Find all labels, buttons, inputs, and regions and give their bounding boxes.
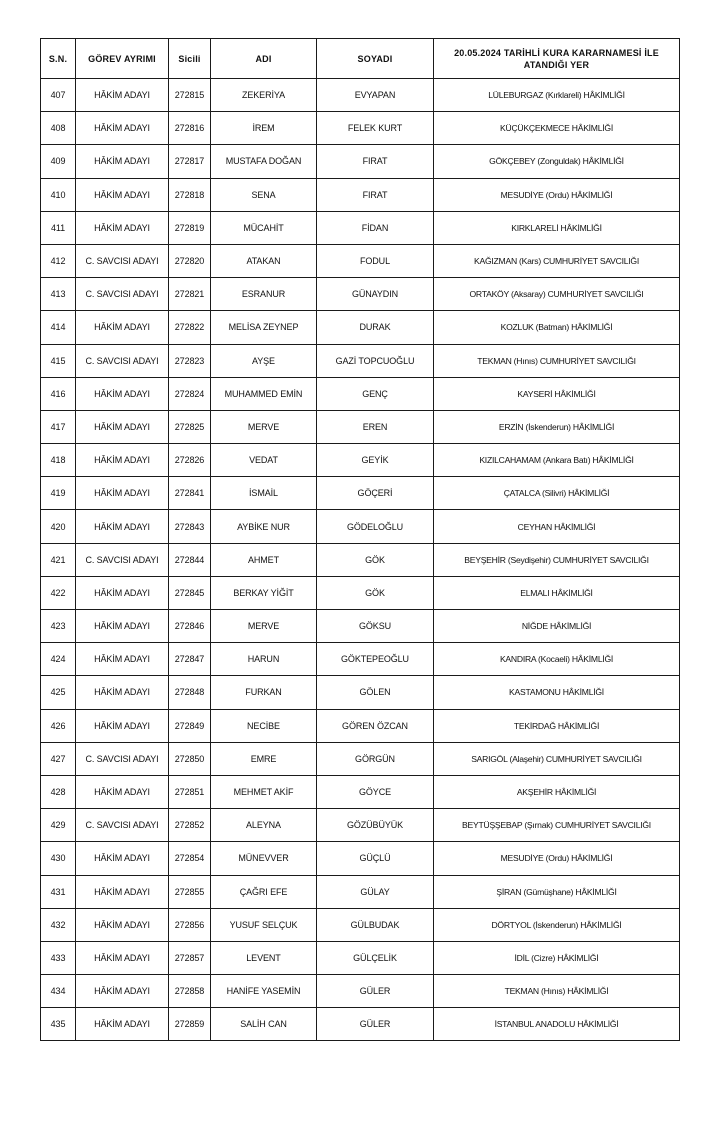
cell-gorev-ayrimi: HÂKİM ADAYI bbox=[76, 1008, 169, 1041]
cell-soyadi: GÖK bbox=[317, 543, 434, 576]
table-row bbox=[41, 610, 680, 643]
cell-sicili: 272824 bbox=[169, 377, 211, 410]
table-row bbox=[41, 975, 680, 1008]
cell-adi: VEDAT bbox=[211, 444, 317, 477]
cell-adi: MUHAMMED EMİN bbox=[211, 377, 317, 410]
table-row bbox=[41, 444, 680, 477]
cell-sicili: 272851 bbox=[169, 775, 211, 808]
cell-adi: SENA bbox=[211, 178, 317, 211]
cell-soyadi: GÖKSU bbox=[317, 610, 434, 643]
cell-sn: 411 bbox=[41, 211, 76, 244]
cell-sn: 423 bbox=[41, 610, 76, 643]
cell-soyadi: GENÇ bbox=[317, 377, 434, 410]
cell-soyadi: GÖKTEPEOĞLU bbox=[317, 643, 434, 676]
cell-sicili: 272857 bbox=[169, 941, 211, 974]
cell-soyadi: GÜÇLÜ bbox=[317, 842, 434, 875]
cell-gorev-ayrimi: HÂKİM ADAYI bbox=[76, 842, 169, 875]
cell-adi: AYŞE bbox=[211, 344, 317, 377]
table-row bbox=[41, 344, 680, 377]
cell-sn: 408 bbox=[41, 112, 76, 145]
cell-sn: 421 bbox=[41, 543, 76, 576]
cell-sicili: 272826 bbox=[169, 444, 211, 477]
cell-atandigi-yer: LÜLEBURGAZ (Kırklareli) HÂKİMLİĞİ bbox=[434, 79, 680, 112]
table-row bbox=[41, 809, 680, 842]
table-row bbox=[41, 278, 680, 311]
cell-atandigi-yer: KANDIRA (Kocaeli) HÂKİMLİĞİ bbox=[434, 643, 680, 676]
cell-gorev-ayrimi: HÂKİM ADAYI bbox=[76, 908, 169, 941]
header-sicili: Sicili bbox=[169, 39, 211, 79]
cell-atandigi-yer: ELMALI HÂKİMLİĞİ bbox=[434, 576, 680, 609]
cell-sn: 407 bbox=[41, 79, 76, 112]
header-sn: S.N. bbox=[41, 39, 76, 79]
cell-atandigi-yer: ÇATALCA (Silivri) HÂKİMLİĞİ bbox=[434, 477, 680, 510]
cell-sicili: 272818 bbox=[169, 178, 211, 211]
cell-gorev-ayrimi: HÂKİM ADAYI bbox=[76, 145, 169, 178]
table-row bbox=[41, 510, 680, 543]
table-row bbox=[41, 842, 680, 875]
cell-adi: HANİFE YASEMİN bbox=[211, 975, 317, 1008]
cell-atandigi-yer: KOZLUK (Batman) HÂKİMLİĞİ bbox=[434, 311, 680, 344]
cell-soyadi: FIRAT bbox=[317, 145, 434, 178]
cell-sicili: 272856 bbox=[169, 908, 211, 941]
cell-adi: ALEYNA bbox=[211, 809, 317, 842]
cell-adi: AHMET bbox=[211, 543, 317, 576]
cell-atandigi-yer: BEYŞEHİR (Seydişehir) CUMHURİYET SAVCILIĞI bbox=[434, 543, 680, 576]
cell-soyadi: GÜLÇELİK bbox=[317, 941, 434, 974]
cell-gorev-ayrimi: HÂKİM ADAYI bbox=[76, 377, 169, 410]
cell-soyadi: GÖREN ÖZCAN bbox=[317, 709, 434, 742]
cell-soyadi: FODUL bbox=[317, 244, 434, 277]
cell-soyadi: FIRAT bbox=[317, 178, 434, 211]
cell-sn: 427 bbox=[41, 742, 76, 775]
cell-sn: 433 bbox=[41, 941, 76, 974]
cell-sicili: 272844 bbox=[169, 543, 211, 576]
cell-sicili: 272820 bbox=[169, 244, 211, 277]
cell-adi: MEHMET AKİF bbox=[211, 775, 317, 808]
table-row bbox=[41, 377, 680, 410]
cell-soyadi: GÖDELOĞLU bbox=[317, 510, 434, 543]
cell-adi: İSMAİL bbox=[211, 477, 317, 510]
cell-soyadi: FİDAN bbox=[317, 211, 434, 244]
table-row bbox=[41, 941, 680, 974]
cell-sicili: 272821 bbox=[169, 278, 211, 311]
cell-atandigi-yer: KAYSERİ HÂKİMLİĞİ bbox=[434, 377, 680, 410]
cell-sn: 424 bbox=[41, 643, 76, 676]
cell-sn: 419 bbox=[41, 477, 76, 510]
table-header bbox=[41, 39, 680, 79]
cell-sn: 414 bbox=[41, 311, 76, 344]
cell-atandigi-yer: GÖKÇEBEY (Zonguldak) HÂKİMLİĞİ bbox=[434, 145, 680, 178]
cell-sicili: 272859 bbox=[169, 1008, 211, 1041]
cell-gorev-ayrimi: HÂKİM ADAYI bbox=[76, 975, 169, 1008]
header-soyadi: SOYADI bbox=[317, 39, 434, 79]
cell-atandigi-yer: ORTAKÖY (Aksaray) CUMHURİYET SAVCILIĞI bbox=[434, 278, 680, 311]
cell-sicili: 272822 bbox=[169, 311, 211, 344]
cell-atandigi-yer: ERZİN (İskenderun) HÂKİMLİĞİ bbox=[434, 410, 680, 443]
cell-sicili: 272823 bbox=[169, 344, 211, 377]
table-row bbox=[41, 775, 680, 808]
cell-gorev-ayrimi: HÂKİM ADAYI bbox=[76, 79, 169, 112]
document-page bbox=[40, 38, 679, 1041]
cell-soyadi: GÖÇERİ bbox=[317, 477, 434, 510]
assignment-table bbox=[40, 38, 680, 1041]
cell-soyadi: GÜLBUDAK bbox=[317, 908, 434, 941]
header-atandigi-yer: 20.05.2024 TARİHLİ KURA KARARNAMESİ İLE ATANDIĞI YER bbox=[434, 39, 680, 79]
cell-sicili: 272843 bbox=[169, 510, 211, 543]
header-adi: ADI bbox=[211, 39, 317, 79]
cell-sn: 435 bbox=[41, 1008, 76, 1041]
cell-sn: 431 bbox=[41, 875, 76, 908]
cell-soyadi: DURAK bbox=[317, 311, 434, 344]
cell-sicili: 272846 bbox=[169, 610, 211, 643]
cell-atandigi-yer: MESUDİYE (Ordu) HÂKİMLİĞİ bbox=[434, 842, 680, 875]
cell-soyadi: GÜLER bbox=[317, 1008, 434, 1041]
cell-sn: 434 bbox=[41, 975, 76, 1008]
cell-gorev-ayrimi: HÂKİM ADAYI bbox=[76, 576, 169, 609]
cell-soyadi: GEYİK bbox=[317, 444, 434, 477]
cell-sn: 430 bbox=[41, 842, 76, 875]
cell-adi: HARUN bbox=[211, 643, 317, 676]
cell-atandigi-yer: TEKİRDAĞ HÂKİMLİĞİ bbox=[434, 709, 680, 742]
cell-atandigi-yer: KASTAMONU HÂKİMLİĞİ bbox=[434, 676, 680, 709]
cell-sn: 409 bbox=[41, 145, 76, 178]
cell-adi: ATAKAN bbox=[211, 244, 317, 277]
cell-atandigi-yer: İSTANBUL ANADOLU HÂKİMLİĞİ bbox=[434, 1008, 680, 1041]
cell-adi: LEVENT bbox=[211, 941, 317, 974]
cell-gorev-ayrimi: C. SAVCISI ADAYI bbox=[76, 244, 169, 277]
cell-sicili: 272817 bbox=[169, 145, 211, 178]
table-row bbox=[41, 1008, 680, 1041]
table-row bbox=[41, 643, 680, 676]
cell-sicili: 272854 bbox=[169, 842, 211, 875]
table-row bbox=[41, 311, 680, 344]
cell-adi: AYBİKE NUR bbox=[211, 510, 317, 543]
cell-sicili: 272825 bbox=[169, 410, 211, 443]
table-row bbox=[41, 576, 680, 609]
cell-gorev-ayrimi: HÂKİM ADAYI bbox=[76, 610, 169, 643]
cell-sicili: 272849 bbox=[169, 709, 211, 742]
cell-soyadi: GÖRGÜN bbox=[317, 742, 434, 775]
header-gorev-ayrimi: GÖREV AYRIMI bbox=[76, 39, 169, 79]
cell-adi: MÜCAHİT bbox=[211, 211, 317, 244]
cell-adi: BERKAY YİĞİT bbox=[211, 576, 317, 609]
cell-adi: YUSUF SELÇUK bbox=[211, 908, 317, 941]
cell-gorev-ayrimi: C. SAVCISI ADAYI bbox=[76, 278, 169, 311]
cell-gorev-ayrimi: HÂKİM ADAYI bbox=[76, 444, 169, 477]
header-row bbox=[41, 39, 680, 79]
cell-adi: MERVE bbox=[211, 610, 317, 643]
table-body bbox=[41, 79, 680, 1041]
cell-sn: 412 bbox=[41, 244, 76, 277]
table-row bbox=[41, 178, 680, 211]
cell-soyadi: EVYAPAN bbox=[317, 79, 434, 112]
cell-gorev-ayrimi: HÂKİM ADAYI bbox=[76, 178, 169, 211]
cell-atandigi-yer: TEKMAN (Hınıs) CUMHURİYET SAVCILIĞI bbox=[434, 344, 680, 377]
cell-gorev-ayrimi: C. SAVCISI ADAYI bbox=[76, 809, 169, 842]
cell-adi: SALİH CAN bbox=[211, 1008, 317, 1041]
cell-soyadi: GÖZÜBÜYÜK bbox=[317, 809, 434, 842]
cell-soyadi: EREN bbox=[317, 410, 434, 443]
cell-soyadi: GÜLER bbox=[317, 975, 434, 1008]
cell-sn: 428 bbox=[41, 775, 76, 808]
table-row bbox=[41, 79, 680, 112]
cell-adi: İREM bbox=[211, 112, 317, 145]
cell-sn: 426 bbox=[41, 709, 76, 742]
cell-soyadi: GÖYCE bbox=[317, 775, 434, 808]
cell-soyadi: GÖLEN bbox=[317, 676, 434, 709]
cell-atandigi-yer: KÜÇÜKÇEKMECE HÂKİMLİĞİ bbox=[434, 112, 680, 145]
cell-sn: 416 bbox=[41, 377, 76, 410]
cell-gorev-ayrimi: HÂKİM ADAYI bbox=[76, 311, 169, 344]
cell-adi: FURKAN bbox=[211, 676, 317, 709]
cell-atandigi-yer: İDİL (Cizre) HÂKİMLİĞİ bbox=[434, 941, 680, 974]
cell-atandigi-yer: CEYHAN HÂKİMLİĞİ bbox=[434, 510, 680, 543]
cell-gorev-ayrimi: HÂKİM ADAYI bbox=[76, 112, 169, 145]
table-row bbox=[41, 211, 680, 244]
cell-adi: ÇAĞRI EFE bbox=[211, 875, 317, 908]
table-row bbox=[41, 676, 680, 709]
table-row bbox=[41, 244, 680, 277]
cell-sicili: 272848 bbox=[169, 676, 211, 709]
cell-soyadi: GÖK bbox=[317, 576, 434, 609]
cell-atandigi-yer: ŞİRAN (Gümüşhane) HÂKİMLİĞİ bbox=[434, 875, 680, 908]
cell-gorev-ayrimi: HÂKİM ADAYI bbox=[76, 709, 169, 742]
cell-atandigi-yer: AKŞEHİR HÂKİMLİĞİ bbox=[434, 775, 680, 808]
cell-sn: 425 bbox=[41, 676, 76, 709]
cell-gorev-ayrimi: HÂKİM ADAYI bbox=[76, 410, 169, 443]
cell-sicili: 272845 bbox=[169, 576, 211, 609]
cell-soyadi: GÜLAY bbox=[317, 875, 434, 908]
cell-adi: MELİSA ZEYNEP bbox=[211, 311, 317, 344]
cell-gorev-ayrimi: C. SAVCISI ADAYI bbox=[76, 344, 169, 377]
cell-sicili: 272852 bbox=[169, 809, 211, 842]
cell-adi: MERVE bbox=[211, 410, 317, 443]
table-row bbox=[41, 145, 680, 178]
cell-gorev-ayrimi: HÂKİM ADAYI bbox=[76, 676, 169, 709]
cell-adi: NECİBE bbox=[211, 709, 317, 742]
cell-atandigi-yer: BEYTÜŞŞEBAP (Şırnak) CUMHURİYET SAVCILIĞI bbox=[434, 809, 680, 842]
cell-sicili: 272816 bbox=[169, 112, 211, 145]
cell-atandigi-yer: MESUDİYE (Ordu) HÂKİMLİĞİ bbox=[434, 178, 680, 211]
cell-sicili: 272850 bbox=[169, 742, 211, 775]
cell-adi: EMRE bbox=[211, 742, 317, 775]
cell-gorev-ayrimi: HÂKİM ADAYI bbox=[76, 775, 169, 808]
table-row bbox=[41, 875, 680, 908]
cell-sicili: 272841 bbox=[169, 477, 211, 510]
cell-adi: MÜNEVVER bbox=[211, 842, 317, 875]
cell-sicili: 272858 bbox=[169, 975, 211, 1008]
cell-sicili: 272847 bbox=[169, 643, 211, 676]
table-row bbox=[41, 543, 680, 576]
table-row bbox=[41, 709, 680, 742]
table-row bbox=[41, 112, 680, 145]
cell-atandigi-yer: KAĞIZMAN (Kars) CUMHURİYET SAVCILIĞI bbox=[434, 244, 680, 277]
cell-sicili: 272855 bbox=[169, 875, 211, 908]
cell-gorev-ayrimi: C. SAVCISI ADAYI bbox=[76, 543, 169, 576]
table-row bbox=[41, 742, 680, 775]
cell-soyadi: GAZİ TOPCUOĞLU bbox=[317, 344, 434, 377]
cell-atandigi-yer: NİĞDE HÂKİMLİĞİ bbox=[434, 610, 680, 643]
cell-sn: 413 bbox=[41, 278, 76, 311]
cell-sicili: 272815 bbox=[169, 79, 211, 112]
cell-gorev-ayrimi: HÂKİM ADAYI bbox=[76, 875, 169, 908]
cell-adi: ESRANUR bbox=[211, 278, 317, 311]
cell-sn: 429 bbox=[41, 809, 76, 842]
cell-atandigi-yer: TEKMAN (Hınıs) HÂKİMLİĞİ bbox=[434, 975, 680, 1008]
cell-sn: 415 bbox=[41, 344, 76, 377]
cell-sn: 417 bbox=[41, 410, 76, 443]
cell-gorev-ayrimi: HÂKİM ADAYI bbox=[76, 211, 169, 244]
cell-soyadi: FELEK KURT bbox=[317, 112, 434, 145]
cell-gorev-ayrimi: HÂKİM ADAYI bbox=[76, 643, 169, 676]
cell-sicili: 272819 bbox=[169, 211, 211, 244]
cell-gorev-ayrimi: HÂKİM ADAYI bbox=[76, 941, 169, 974]
table-row bbox=[41, 908, 680, 941]
cell-adi: MUSTAFA DOĞAN bbox=[211, 145, 317, 178]
cell-gorev-ayrimi: HÂKİM ADAYI bbox=[76, 477, 169, 510]
cell-gorev-ayrimi: C. SAVCISI ADAYI bbox=[76, 742, 169, 775]
table-row bbox=[41, 477, 680, 510]
cell-atandigi-yer: SARIGÖL (Alaşehir) CUMHURİYET SAVCILIĞI bbox=[434, 742, 680, 775]
cell-atandigi-yer: DÖRTYOL (İskenderun) HÂKİMLİĞİ bbox=[434, 908, 680, 941]
cell-sn: 422 bbox=[41, 576, 76, 609]
cell-adi: ZEKERİYA bbox=[211, 79, 317, 112]
cell-atandigi-yer: KIRKLARELİ HÂKİMLİĞİ bbox=[434, 211, 680, 244]
cell-sn: 418 bbox=[41, 444, 76, 477]
table-row bbox=[41, 410, 680, 443]
cell-gorev-ayrimi: HÂKİM ADAYI bbox=[76, 510, 169, 543]
cell-sn: 420 bbox=[41, 510, 76, 543]
cell-soyadi: GÜNAYDIN bbox=[317, 278, 434, 311]
cell-atandigi-yer: KIZILCAHAMAM (Ankara Batı) HÂKİMLİĞİ bbox=[434, 444, 680, 477]
cell-sn: 432 bbox=[41, 908, 76, 941]
cell-sn: 410 bbox=[41, 178, 76, 211]
